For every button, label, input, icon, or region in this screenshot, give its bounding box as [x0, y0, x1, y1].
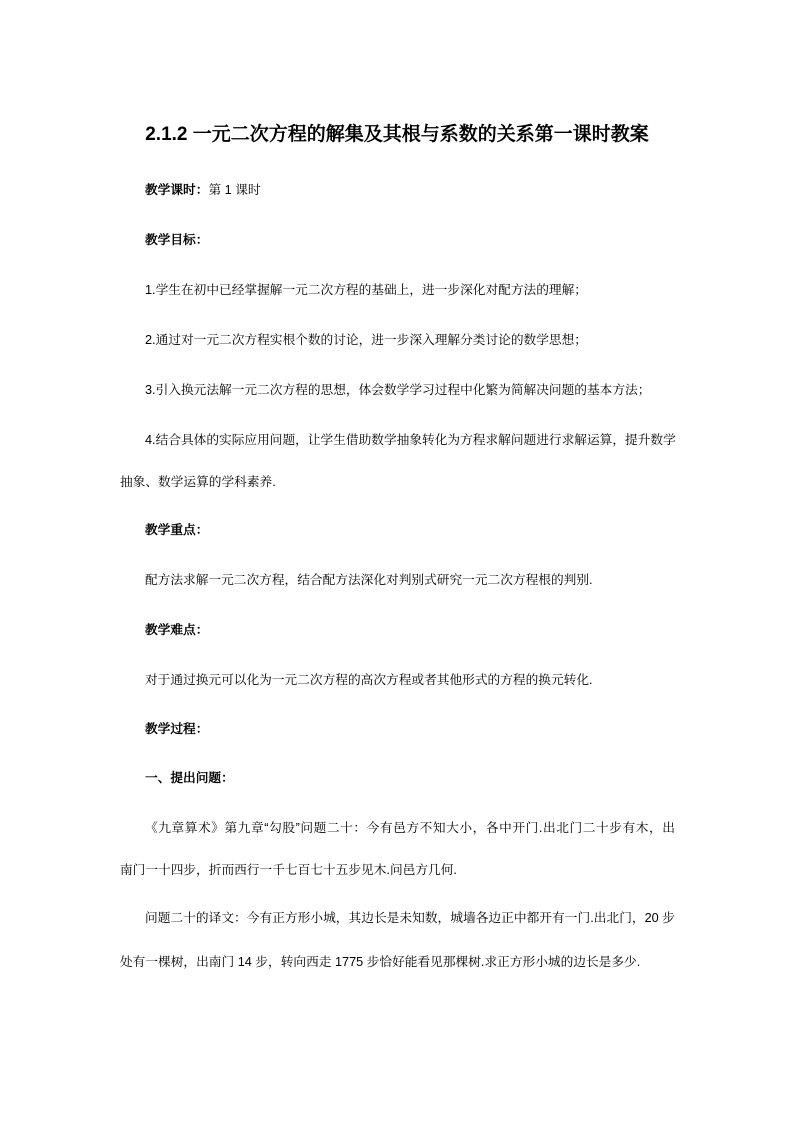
document-title: 2.1.2 一元二次方程的解集及其根与系数的关系第一课时教案 — [145, 124, 649, 145]
key-points-text: 配方法求解一元二次方程，结合配方法深化对判别式研究一元二次方程根的判别. — [145, 573, 593, 587]
difficulties-heading: 教学难点： — [145, 623, 209, 637]
process-heading: 教学过程： — [145, 722, 209, 736]
section-heading: 一、提出问题： — [145, 771, 234, 785]
key-points-heading: 教学重点： — [145, 523, 209, 537]
class-hours-line — [145, 180, 261, 200]
paragraph-line: 4.结合具体的实际应用问题，让学生借助数学抽象转化为方程求解问题进行求解运算，提升数学 — [145, 433, 676, 447]
paragraph-line: 问题二十的译文：今有正方形小城，其边长是未知数，城墙各边正中都开有一门.出北门，20 步 — [145, 911, 675, 925]
paragraph-line: 《九章算术》第九章“勾股”问题二十：今有邑方不知大小，各中开门.出北门二十步有木，出 — [145, 821, 675, 835]
difficulties-text: 对于通过换元可以化为一元二次方程的高次方程或者其他形式的方程的换元转化. — [145, 673, 593, 687]
paragraph-line: 南门一十四步，折而西行一千七百七十五步见木.问邑方几何. — [120, 863, 457, 877]
paragraph-line: 抽象、数学运算的学科素养. — [120, 475, 276, 489]
paragraph-line: 处有一棵树，出南门 14 步，转向西走 1775 步恰好能看见那棵树.求正方形小城的边长是多少. — [120, 955, 641, 969]
class-hours-label: 教学课时： — [145, 183, 209, 197]
paragraph-line: 3.引入换元法解一元二次方程的思想，体会数学学习过程中化繁为简解决问题的基本方法； — [145, 383, 651, 397]
paragraph-line: 1.学生在初中已经掌握解一元二次方程的基础上，进一步深化对配方法的理解； — [145, 283, 587, 297]
class-hours-value: 第 1 课时 — [208, 183, 261, 197]
objectives-heading: 教学目标： — [145, 233, 209, 247]
paragraph-line: 2.通过对一元二次方程实根个数的讨论，进一步深入理解分类讨论的数学思想； — [145, 333, 587, 347]
